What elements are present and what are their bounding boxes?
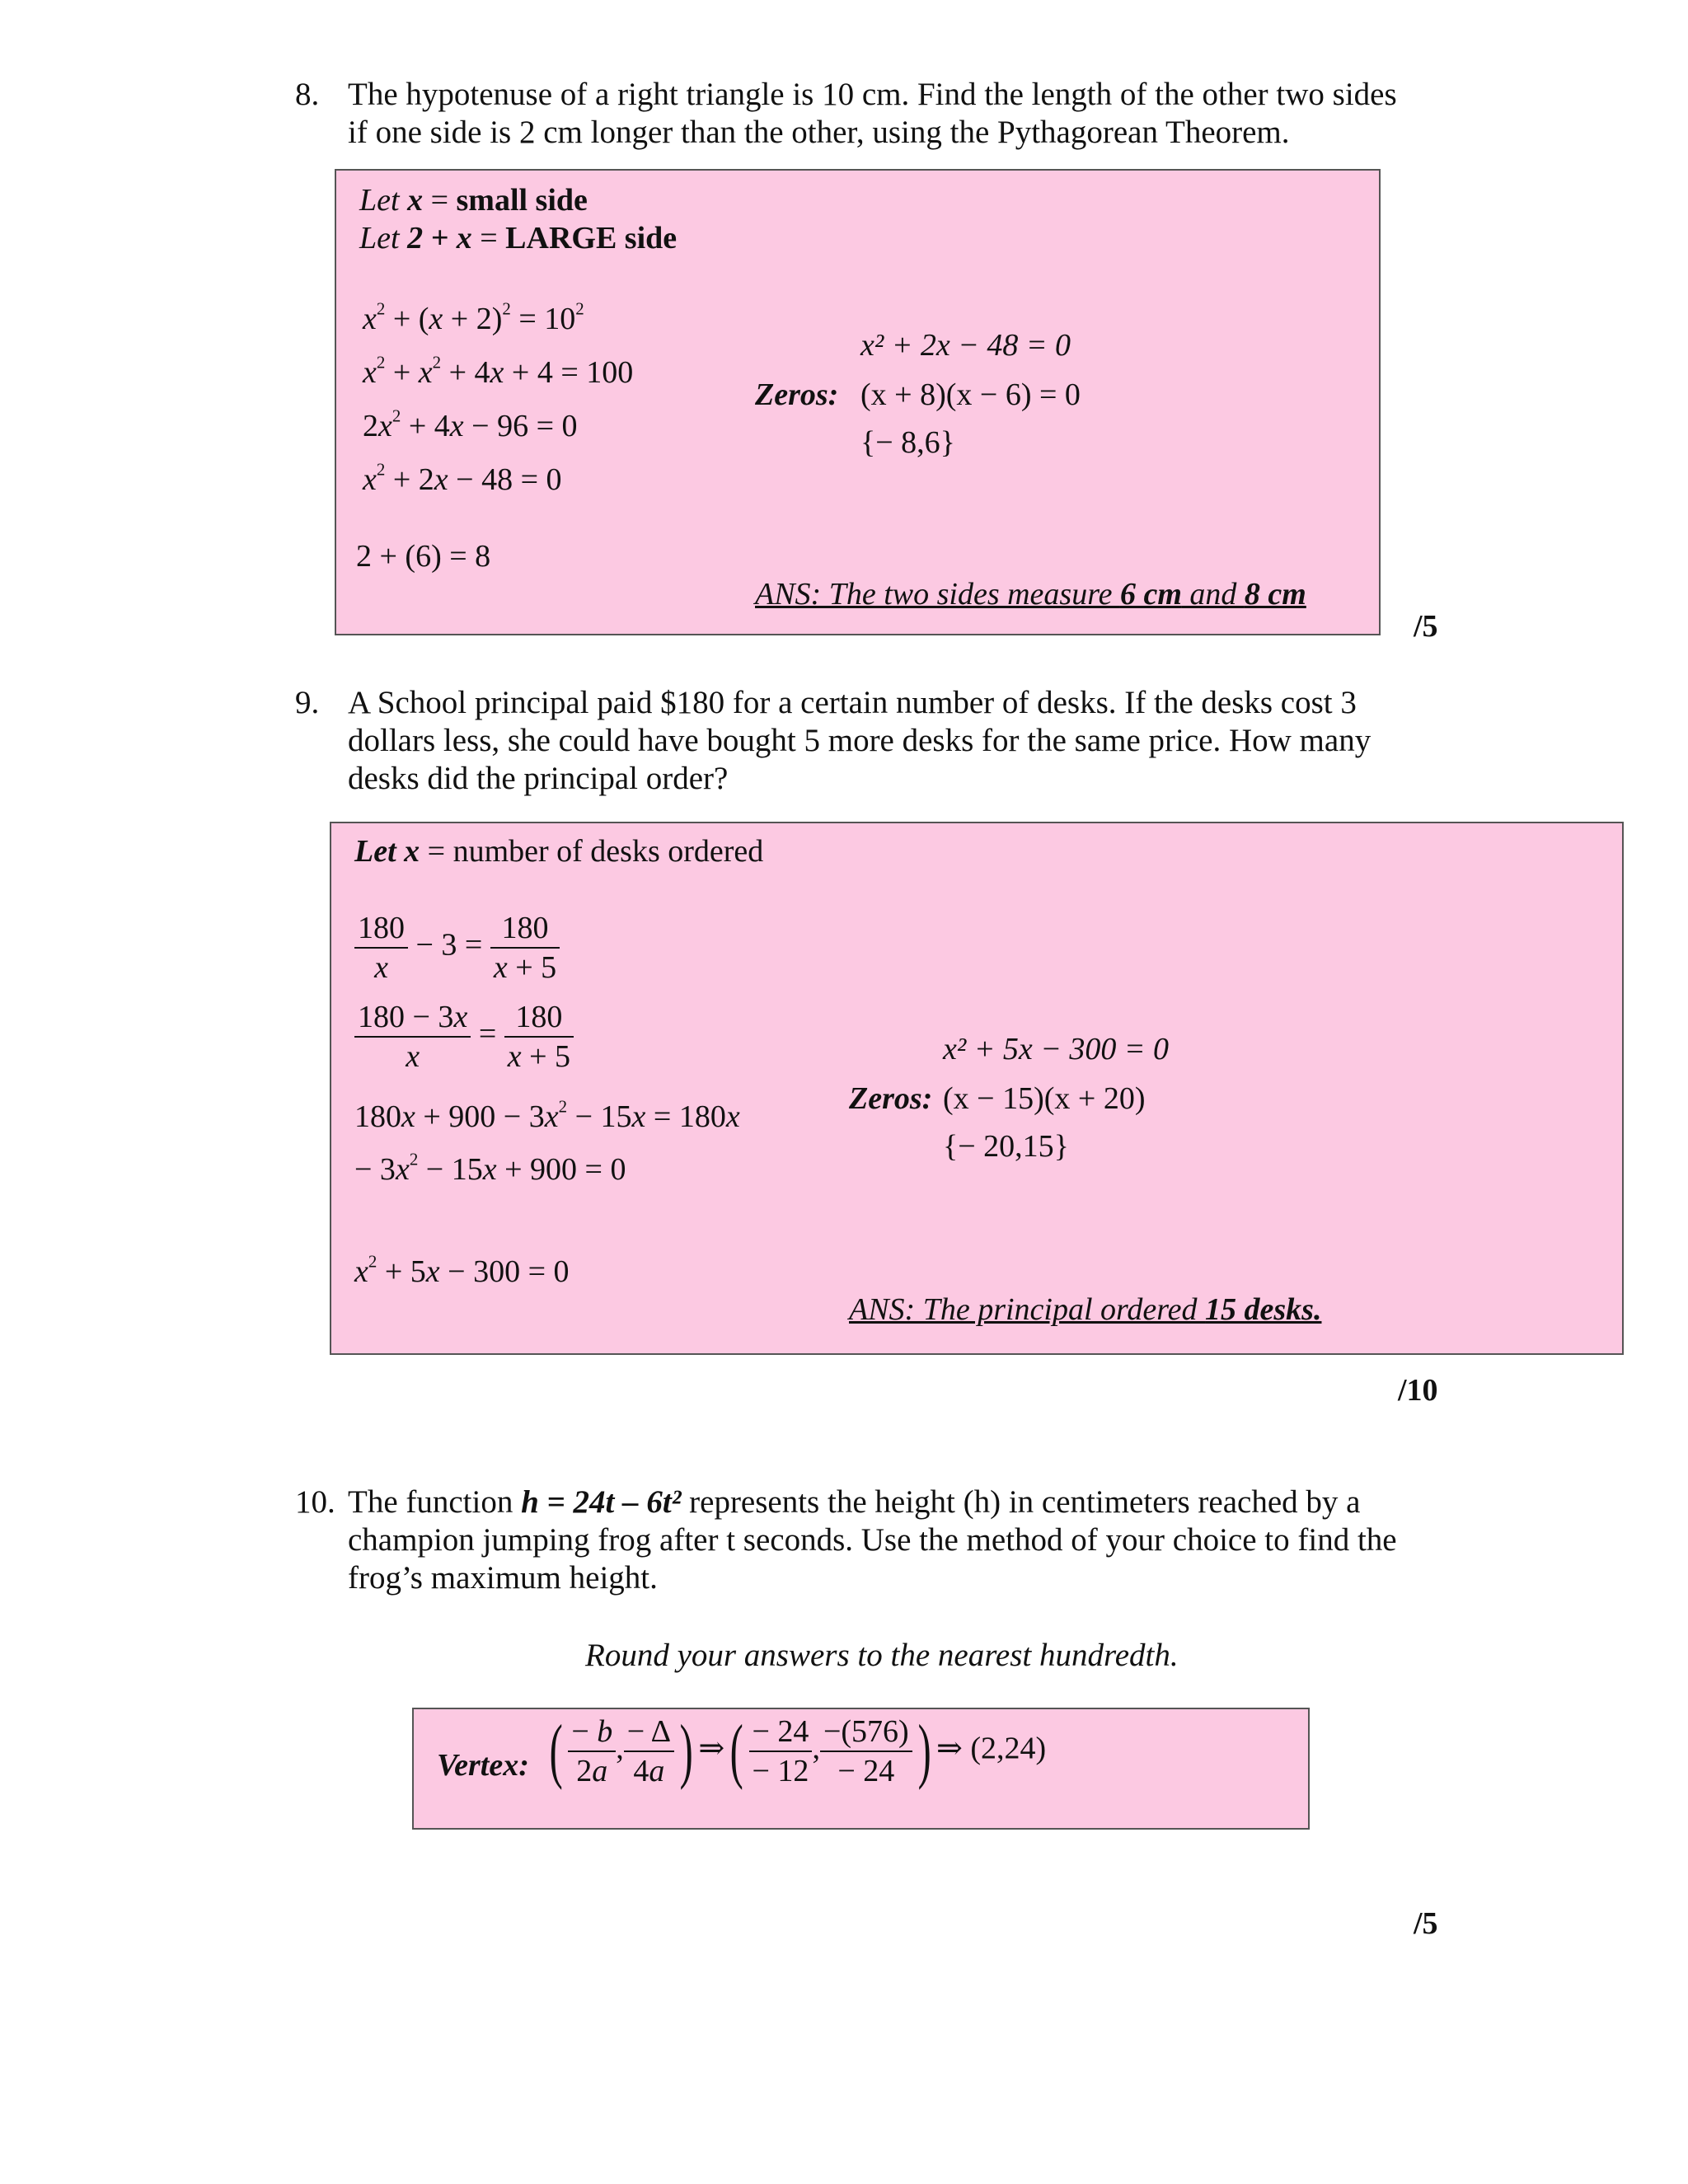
q8-check: 2 + (6) = 8: [356, 539, 491, 574]
q10-prompt: [348, 1483, 1461, 1597]
q8-prompt-line1: The hypotenuse of a right triangle is 10 cm. Find the length of the other two sides: [348, 77, 1397, 112]
q9-eq-1: $\frac{180}{x}$ − 3 = $\frac{180}{x + 5}$: [354, 909, 560, 987]
q9-prompt-line1: A School principal paid $180 for a certain number of desks. If the desks cost 3: [348, 685, 1357, 720]
q10-score: /5: [1414, 1906, 1438, 1941]
q9-solution-box: [330, 822, 1624, 1355]
q9-answer: ANS: The principal ordered 15 desks.: [849, 1292, 1322, 1327]
q8-let-large: Let 2 + x = LARGE side: [359, 221, 678, 255]
q8-number: 8.: [295, 77, 320, 112]
q8-eq-4: $x^2 + 2x - 48 = 0$: [363, 459, 562, 497]
q9-zeros-eq: x² + 5x − 300 = 0: [943, 1032, 1170, 1066]
q8-answer: ANS: The two sides measure 6 cm and 8 cm: [755, 577, 1306, 612]
q9-eq-5: $x^2 + 5x - 300 = 0$: [354, 1251, 570, 1289]
q10-prompt-line2: champion jumping frog after t seconds. Use the method of your choice to find the: [348, 1522, 1397, 1558]
q9-score: /10: [1398, 1373, 1438, 1408]
q8-score: /5: [1414, 609, 1438, 644]
q8-zeros-factored: (x + 8)(x − 6) = 0: [860, 377, 1081, 412]
q9-eq-3: $180x + 900 - 3x^2 - 15x = 180x$: [354, 1096, 740, 1134]
q9-prompt-line3: desks did the principal order?: [348, 761, 729, 796]
q8-eq-1: $x^2 + (x + 2)^2 = 10^2$: [363, 298, 584, 336]
q8-prompt: [348, 76, 1461, 152]
q8-let-small: Let x = small side: [359, 183, 588, 218]
q10-number: 10.: [295, 1484, 335, 1520]
q9-number: 9.: [295, 685, 320, 720]
q8-eq-2: $x^2 + x^2 + 4x + 4 = 100$: [363, 352, 634, 390]
q8-eq-3: $2x^2 + 4x - 96 = 0$: [363, 405, 578, 443]
q10-prompt-line1: The function h = 24t – 6t² represents the height (h) in centimeters reached by a: [348, 1484, 1361, 1520]
q8-prompt-line2: if one side is 2 cm longer than the other, using the Pythagorean Theorem.: [348, 115, 1290, 150]
q9-eq-4: − $3x^2 - 15x + 900 = 0$: [354, 1149, 626, 1187]
q8-solution-box: [335, 169, 1381, 635]
q9-zeros-set: {− 20,15}: [943, 1129, 1069, 1164]
q10-vertex-formula: ( $\frac{- b}{2a}$ , $\frac{- \Delta}{4a}$ ) ⇒( $\frac{- 24}{- 12}$ , $\frac{-(576)}{- 24}$ ) ⇒ (2,24): [549, 1711, 1047, 1791]
q9-let: Let x = number of desks ordered: [354, 834, 764, 869]
q8-zeros-label: Zeros:: [755, 377, 839, 412]
q10-prompt-line3: frog’s maximum height.: [348, 1560, 658, 1596]
q10-vertex-label: Vertex:: [437, 1748, 529, 1783]
q9-zeros-factored: (x − 15)(x + 20): [943, 1081, 1146, 1116]
q10-solution-box: [412, 1708, 1310, 1830]
q9-prompt-line2: dollars less, she could have bought 5 more desks for the same price. How many: [348, 723, 1372, 758]
q10-result: (2,24): [970, 1731, 1047, 1766]
q8-zeros-set: {− 8,6}: [860, 425, 955, 460]
q10-round-note: Round your answers to the nearest hundredth.: [585, 1638, 1179, 1673]
q9-zeros-label: Zeros:: [849, 1081, 933, 1116]
q9-eq-2: $\frac{180 - 3x}{x}$ = $\frac{180}{x + 5}$: [354, 998, 574, 1076]
q9-prompt: [348, 684, 1461, 798]
q8-zeros-eq: x² + 2x − 48 = 0: [860, 328, 1071, 363]
